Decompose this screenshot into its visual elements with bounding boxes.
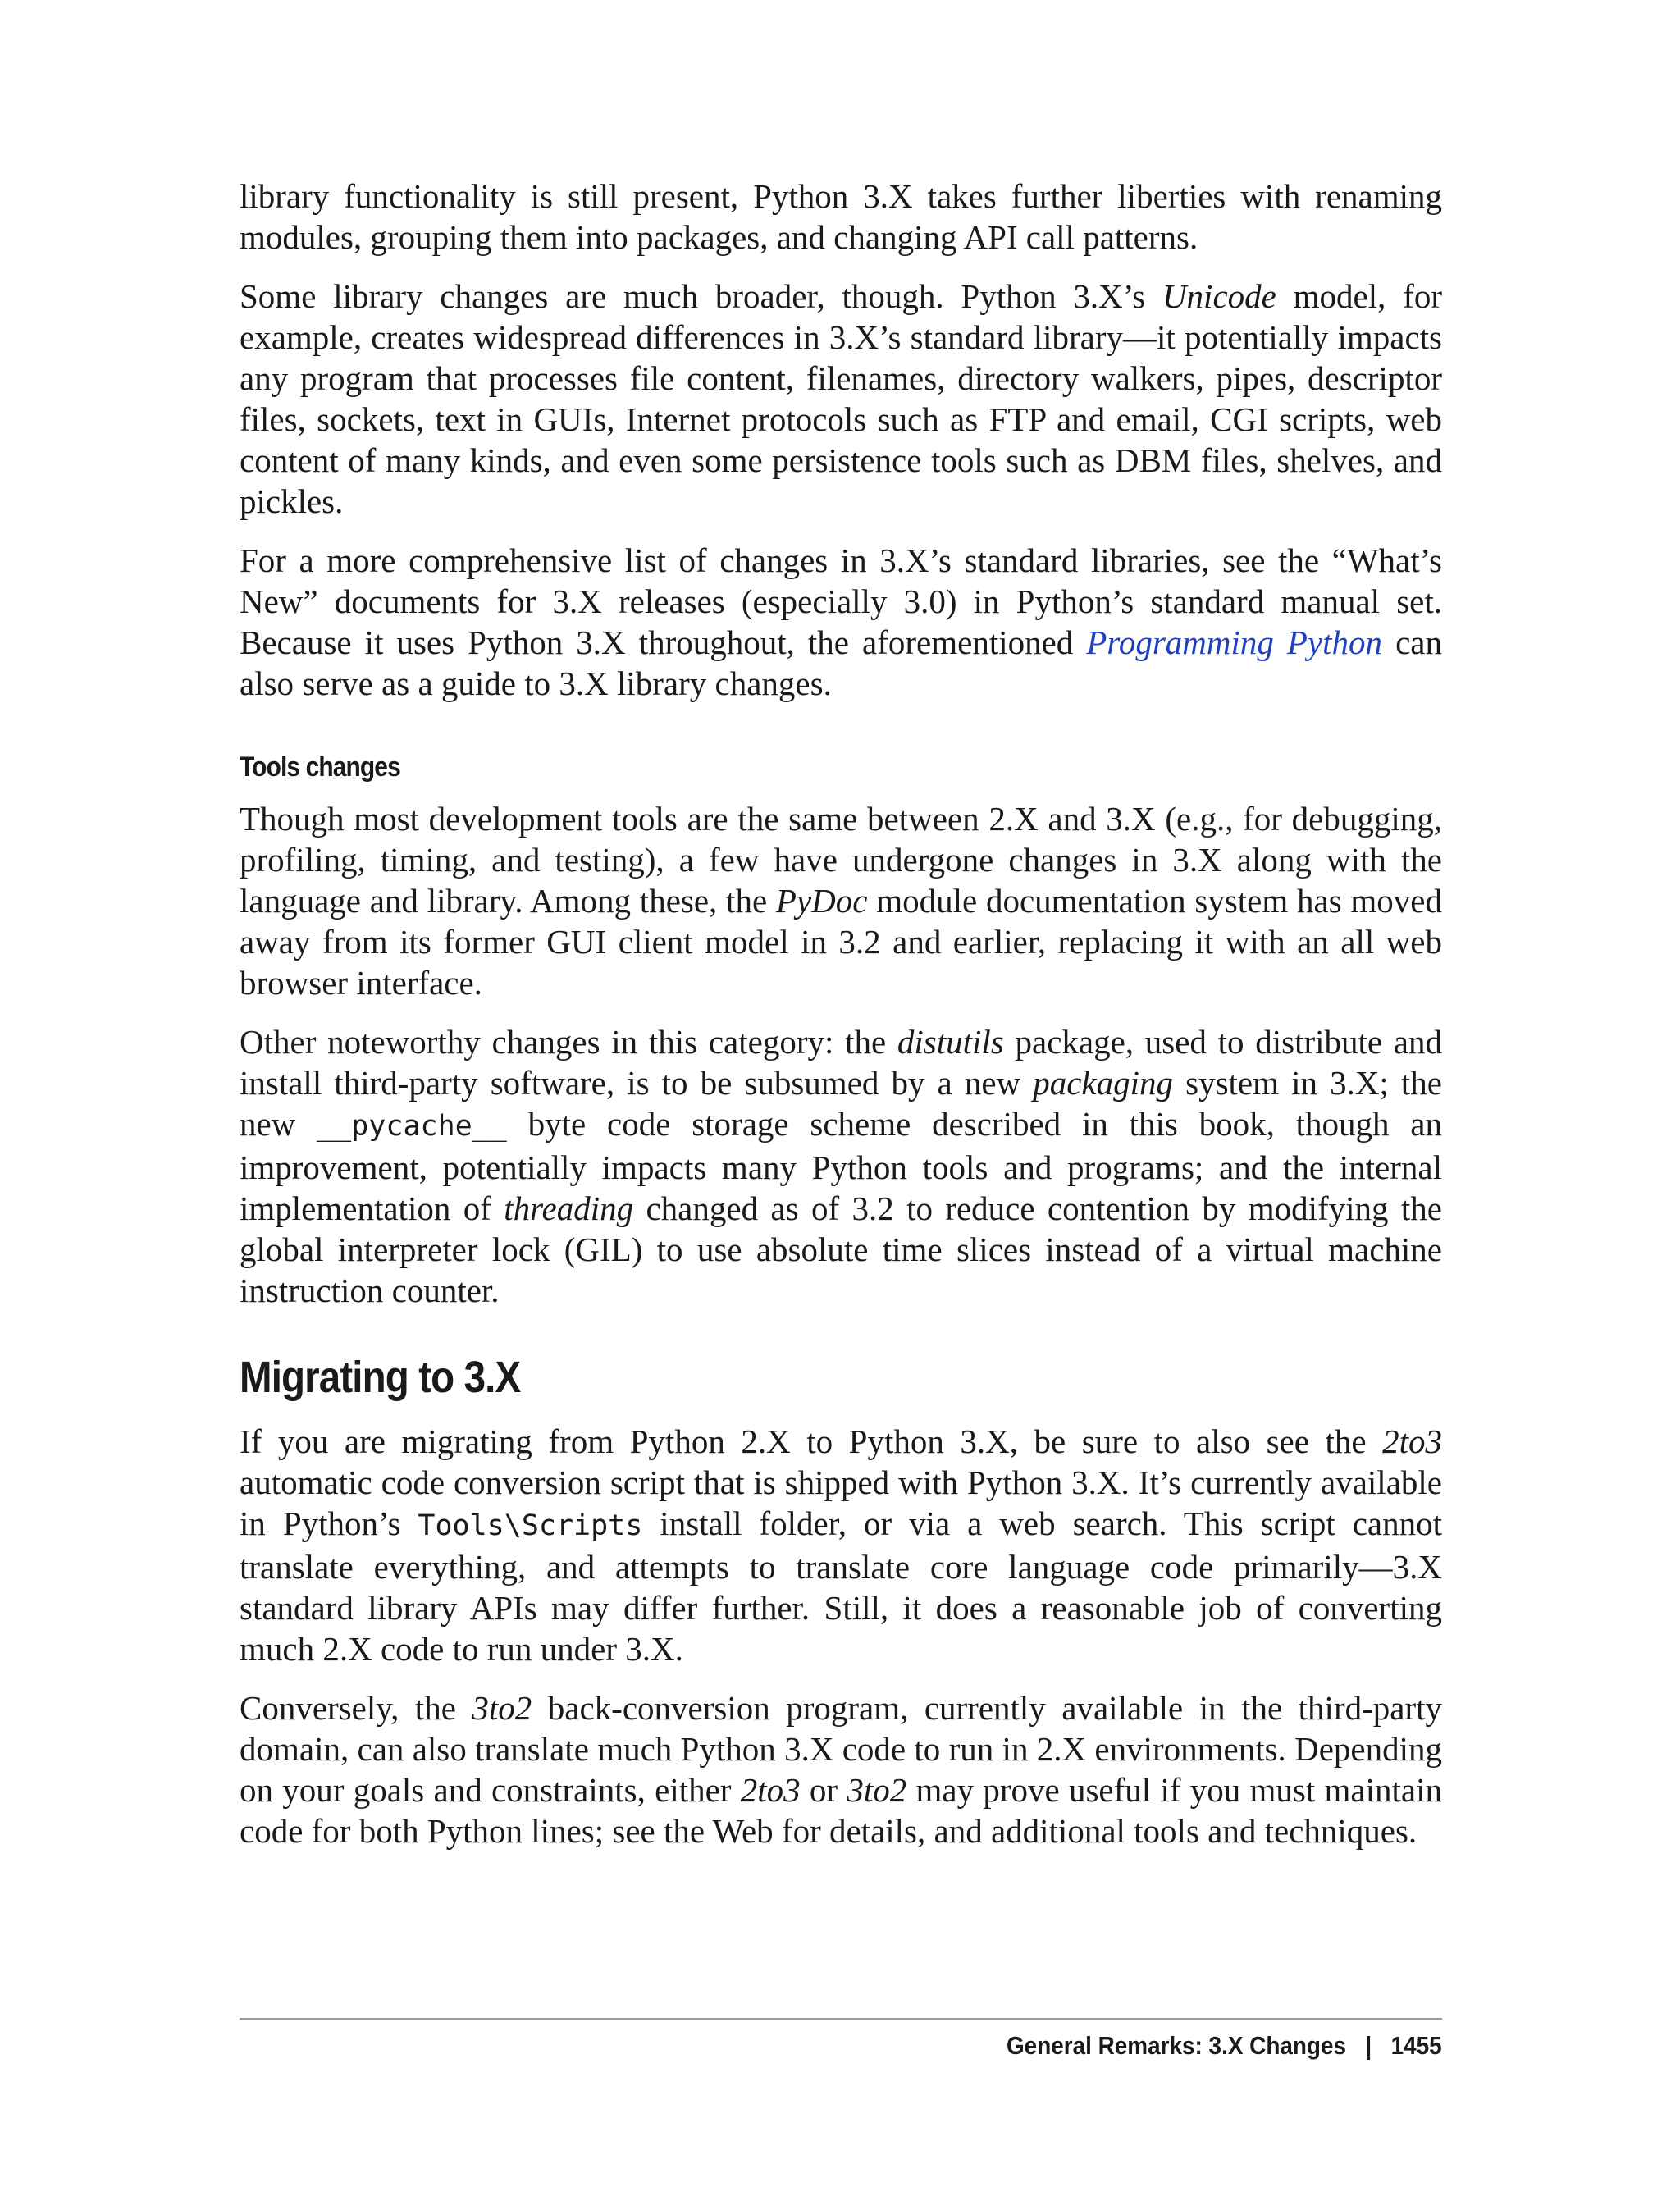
- paragraph-text: back-conversion program, currently available in the third-party domain, can also translate much Python 3.X code to run in 2.X environments. Depending on your goals and constraints, either: [240, 1689, 1443, 1809]
- paragraph-library-functionality: [240, 176, 1442, 258]
- emphasis-distutils: distutils: [897, 1023, 1004, 1061]
- footer-divider: [240, 2018, 1442, 2020]
- paragraph-text: automatic code conversion script that is shipped with Python 3.X. It’s currently available in Python’s: [240, 1463, 1442, 1542]
- paragraph-text: byte code storage scheme described in this book, though an improvement, potentially impacts many Python tools and programs; and the internal implementation of: [240, 1105, 1442, 1227]
- code-tools-scripts: Tools\Scripts: [418, 1509, 643, 1542]
- footer-section-title: General Remarks: 3.X Changes: [1007, 2031, 1347, 2060]
- code-pycache: __pycache__: [317, 1110, 507, 1143]
- emphasis-3to2: 3to2: [847, 1771, 907, 1809]
- emphasis-threading: threading: [504, 1189, 634, 1227]
- paragraph-text: model, for example, creates widespread differences in 3.X’s standard library—it potentially impacts any program that processes file content, filenames, directory walkers, pipes, descriptor files, sockets, text in GUIs, Internet protocols such as FTP and email, CGI scripts, web content of many kinds, and even some persistence tools such as DBM files, shelves, and pickles.: [240, 277, 1443, 520]
- paragraph-text: changed as of 3.2 to reduce contention by modifying the global interpreter lock (GIL) to use absolute time slices instead of a virtual machine instruction counter.: [240, 1189, 1442, 1309]
- paragraph-text: can also serve as a guide to 3.X library changes.: [240, 623, 1442, 702]
- paragraph-text: Some library changes are much broader, though. Python 3.X’s: [240, 277, 1162, 315]
- emphasis-packaging: packaging: [1033, 1064, 1174, 1102]
- paragraph-text: may prove useful if you must maintain code for both Python lines; see the Web for details, and additional tools and techniques.: [240, 1771, 1442, 1850]
- paragraph-text: library functionality is still present, Python 3.X takes further liberties with renaming modules, grouping them into packages, and changing API call patterns.: [240, 177, 1442, 256]
- paragraph-library-changes: [240, 276, 1442, 522]
- emphasis-pydoc: PyDoc: [775, 882, 868, 920]
- paragraph-text: module documentation system has moved away from its former GUI client model in 3.2 and earlier, replacing it with an all web browser interface.: [240, 882, 1443, 1002]
- paragraph-back-conversion: [240, 1687, 1442, 1851]
- paragraph-text: Other noteworthy changes in this category: the: [240, 1023, 897, 1061]
- paragraph-noteworthy-changes: [240, 1021, 1442, 1311]
- footer-separator: |: [1365, 2031, 1372, 2060]
- page-footer: [1007, 2031, 1442, 2061]
- paragraph-text: system in 3.X; the new: [240, 1064, 1442, 1143]
- paragraph-text: If you are migrating from Python 2.X to Python 3.X, be sure to also see the: [240, 1422, 1383, 1460]
- tools-changes-heading: Tools changes: [240, 751, 400, 783]
- paragraph-text: or: [800, 1771, 847, 1809]
- paragraph-text: package, used to distribute and install third-party software, is to be subsumed by a new: [240, 1023, 1443, 1102]
- paragraph-whats-new: [240, 540, 1442, 704]
- paragraph-text: install folder, or via a web search. This script cannot translate everything, and attempts to translate core language code primarily—3.X standard library APIs may differ further. Still, it does a reasonable job of converting much 2.X code to run under 3.X.: [240, 1504, 1443, 1668]
- paragraph-dev-tools: [240, 798, 1442, 1003]
- emphasis-2to3: 2to3: [740, 1771, 801, 1809]
- paragraph-text: Though most development tools are the same between 2.X and 3.X (e.g., for debugging, profiling, timing, and testing), a few have undergone changes in 3.X along with the language and library. Among these, the: [240, 800, 1442, 920]
- emphasis-3to2: 3to2: [472, 1689, 532, 1727]
- paragraph-text: Conversely, the: [240, 1689, 472, 1727]
- emphasis-2to3: 2to3: [1382, 1422, 1442, 1460]
- paragraph-text: For a more comprehensive list of changes in 3.X’s standard libraries, see the “What’s New” documents for 3.X releases (especially 3.0) in Python’s standard manual set. Because it uses Python 3.X throughout, the aforementioned: [240, 541, 1442, 661]
- page-number: 1455: [1390, 2031, 1442, 2060]
- page-content: [240, 176, 1442, 1869]
- programming-python-link[interactable]: Programming Python: [1086, 623, 1383, 661]
- migrating-heading: Migrating to 3.X: [240, 1353, 521, 1402]
- paragraph-migrating: [240, 1421, 1442, 1669]
- emphasis-unicode: Unicode: [1162, 277, 1276, 315]
